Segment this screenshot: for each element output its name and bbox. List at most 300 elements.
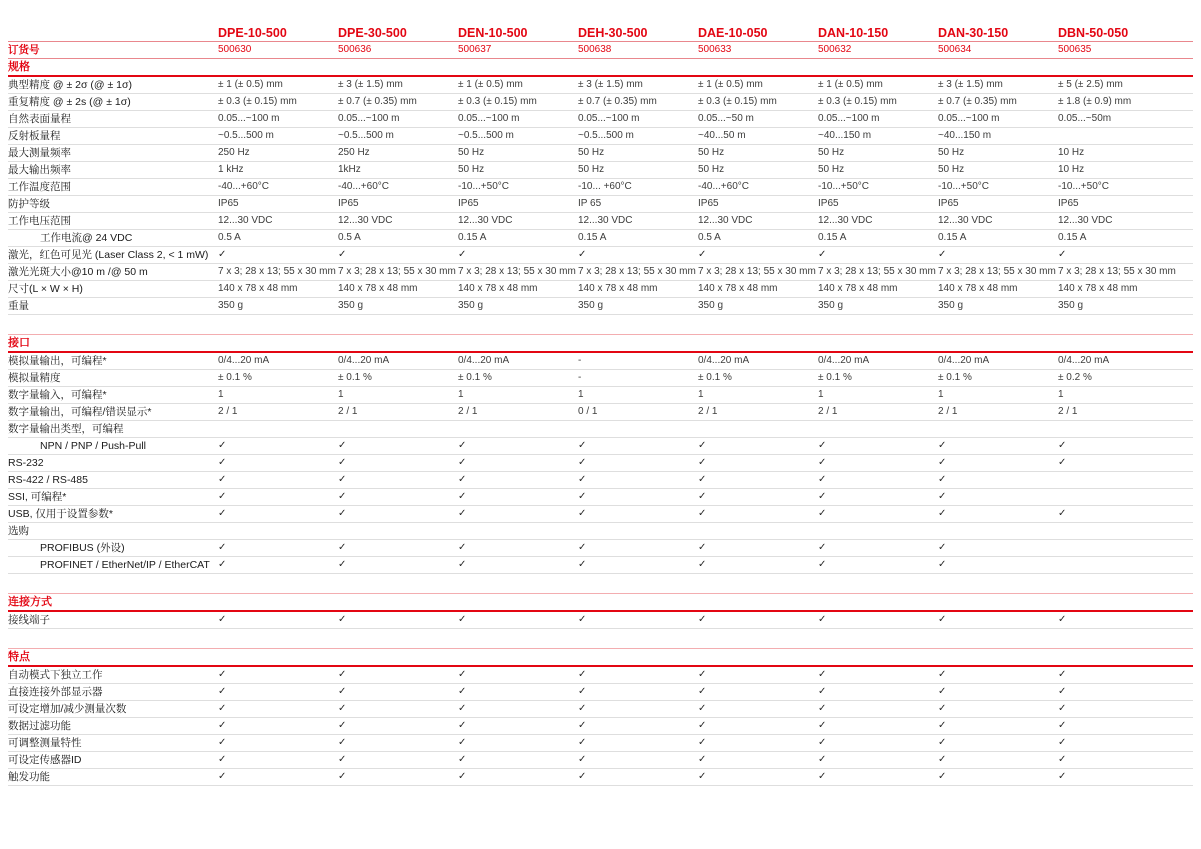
- spec-value: IP65: [218, 198, 239, 209]
- checkmark-icon: ✓: [698, 737, 707, 748]
- row-label: RS-422 / RS-485: [8, 474, 88, 486]
- checkmark-icon: ✓: [818, 720, 827, 731]
- spec-value: 350 g: [818, 300, 844, 311]
- checkmark-icon: ✓: [818, 474, 827, 485]
- spec-row: [8, 264, 1193, 281]
- spec-value: 50 Hz: [458, 147, 485, 158]
- checkmark-icon: ✓: [938, 703, 947, 714]
- check-cell: [698, 540, 818, 556]
- spec-value: ± 0.7 (± 0.35) mm: [938, 96, 1017, 107]
- checkmark-icon: ✓: [698, 614, 707, 625]
- spec-value: 10 Hz: [1058, 164, 1085, 175]
- spec-value: 350 g: [1058, 300, 1084, 311]
- row-label: 防护等级: [8, 198, 50, 210]
- spec-value: 140 x 78 x 48 mm: [458, 283, 538, 294]
- check-cell: [818, 557, 938, 573]
- check-cell: [338, 557, 458, 573]
- spec-value: 0.05...~100 m: [938, 113, 1000, 124]
- check-cell: [458, 701, 578, 717]
- spec-value: 7 x 3; 28 x 13; 55 x 30 mm: [698, 266, 816, 277]
- row-label: 直接连接外部显示器: [8, 686, 103, 698]
- spec-value: 0.05...~100 m: [578, 113, 640, 124]
- check-cell: [218, 667, 338, 683]
- check-cell: [458, 667, 578, 683]
- spec-value: ± 1 (± 0.5) mm: [218, 79, 283, 90]
- check-cell: [458, 506, 578, 522]
- spec-value: 7 x 3; 28 x 13; 55 x 30 mm: [938, 266, 1056, 277]
- spec-value: 140 x 78 x 48 mm: [818, 283, 898, 294]
- spec-value: ± 1 (± 0.5) mm: [698, 79, 763, 90]
- product-column-header: DEH-30-500: [578, 26, 648, 40]
- product-column-header: DAN-30-150: [938, 26, 1009, 40]
- checkmark-icon: ✓: [338, 249, 347, 260]
- spec-value: 1: [338, 389, 344, 400]
- spec-row: [8, 128, 1193, 145]
- checkmark-icon: ✓: [218, 440, 227, 451]
- checkmark-icon: ✓: [218, 542, 227, 553]
- checkmark-icon: ✓: [578, 508, 587, 519]
- checkmark-icon: ✓: [218, 559, 227, 570]
- check-cell: [218, 506, 338, 522]
- spec-value: 350 g: [578, 300, 604, 311]
- spec-value: 50 Hz: [938, 164, 965, 175]
- spec-value: 350 g: [938, 300, 964, 311]
- spec-value: ± 0.1 %: [338, 372, 372, 383]
- product-column-header: DAN-10-150: [818, 26, 889, 40]
- spec-value: IP65: [938, 198, 959, 209]
- check-cell: [218, 735, 338, 751]
- spec-value: 50 Hz: [818, 164, 845, 175]
- row-label: 重量: [8, 300, 29, 312]
- checkmark-icon: ✓: [698, 508, 707, 519]
- check-cell: [578, 735, 698, 751]
- checkmark-icon: ✓: [458, 703, 467, 714]
- spec-value: 0/4...20 mA: [818, 355, 870, 366]
- spec-row: [8, 506, 1193, 523]
- checkmark-icon: ✓: [818, 771, 827, 782]
- checkmark-icon: ✓: [1058, 771, 1067, 782]
- checkmark-icon: ✓: [338, 754, 347, 765]
- spec-value: 0.05...~50m: [1058, 113, 1112, 124]
- product-column-header: DAE-10-050: [698, 26, 768, 40]
- checkmark-icon: ✓: [338, 720, 347, 731]
- spec-value: IP65: [458, 198, 479, 209]
- order-number: 500632: [818, 44, 852, 55]
- spec-row: [8, 353, 1193, 370]
- checkmark-icon: ✓: [698, 457, 707, 468]
- spec-value: 140 x 78 x 48 mm: [218, 283, 298, 294]
- check-cell: [698, 557, 818, 573]
- checkmark-icon: ✓: [338, 474, 347, 485]
- checkmark-icon: ✓: [698, 686, 707, 697]
- check-cell: [818, 667, 938, 683]
- spec-value: ~0.5...500 m: [578, 130, 634, 141]
- check-cell: [818, 247, 938, 263]
- check-cell: [1058, 701, 1193, 717]
- check-cell: [938, 718, 1058, 734]
- product-column-header: DPE-30-500: [338, 26, 407, 40]
- order-number: 500634: [938, 44, 972, 55]
- checkmark-icon: ✓: [1058, 457, 1067, 468]
- checkmark-icon: ✓: [698, 249, 707, 260]
- spec-value: ± 0.3 (± 0.15) mm: [818, 96, 897, 107]
- row-label: 激光光斑大小@10 m /@ 50 m: [8, 266, 148, 278]
- checkmark-icon: ✓: [218, 249, 227, 260]
- spec-value: 1: [938, 389, 944, 400]
- spec-value: 140 x 78 x 48 mm: [698, 283, 778, 294]
- check-cell: [218, 472, 338, 488]
- spec-value: -40...+60°C: [338, 181, 389, 192]
- checkmark-icon: ✓: [938, 542, 947, 553]
- spec-row: [8, 281, 1193, 298]
- check-cell: [938, 247, 1058, 263]
- spec-value: 250 Hz: [218, 147, 250, 158]
- spec-value: 140 x 78 x 48 mm: [578, 283, 658, 294]
- spec-value: 0.15 A: [578, 232, 607, 243]
- spec-row: [8, 94, 1193, 111]
- spec-value: 12...30 VDC: [698, 215, 753, 226]
- check-cell: [698, 612, 818, 628]
- checkmark-icon: ✓: [338, 614, 347, 625]
- spec-value: IP65: [1058, 198, 1079, 209]
- spec-value: ± 0.7 (± 0.35) mm: [338, 96, 417, 107]
- spec-value: 0/4...20 mA: [698, 355, 750, 366]
- checkmark-icon: ✓: [218, 491, 227, 502]
- row-label: 可设定增加/减少测量次数: [8, 703, 127, 715]
- check-cell: [1058, 667, 1193, 683]
- spec-value: 1: [458, 389, 464, 400]
- check-cell: [458, 489, 578, 505]
- order-number: 500633: [698, 44, 732, 55]
- spec-row: [8, 404, 1193, 421]
- spec-row: [8, 684, 1193, 701]
- checkmark-icon: ✓: [938, 669, 947, 680]
- checkmark-icon: ✓: [338, 771, 347, 782]
- checkmark-icon: ✓: [938, 754, 947, 765]
- row-label: 反射板量程: [8, 130, 61, 142]
- spec-value: 0.15 A: [938, 232, 967, 243]
- check-cell: [218, 540, 338, 556]
- check-cell: [938, 540, 1058, 556]
- spec-value: ± 3 (± 1.5) mm: [938, 79, 1003, 90]
- spec-value: 0.5 A: [218, 232, 241, 243]
- spec-value: ± 1 (± 0.5) mm: [458, 79, 523, 90]
- spec-value: -: [578, 355, 582, 366]
- spec-value: 12...30 VDC: [218, 215, 273, 226]
- check-cell: [698, 735, 818, 751]
- check-cell: [698, 455, 818, 471]
- spec-row: [8, 162, 1193, 179]
- spec-value: 12...30 VDC: [338, 215, 393, 226]
- section-title: 规格: [8, 59, 1193, 77]
- spec-row: [8, 557, 1193, 574]
- row-label: PROFIBUS (外设): [40, 542, 125, 554]
- spec-value: 0.05...~100 m: [338, 113, 400, 124]
- check-cell: [218, 557, 338, 573]
- checkmark-icon: ✓: [218, 457, 227, 468]
- check-cell: [1058, 735, 1193, 751]
- check-cell: [578, 540, 698, 556]
- spec-value: 350 g: [218, 300, 244, 311]
- row-label: 可设定传感器ID: [8, 754, 82, 766]
- row-label: 数字量输出类型，可编程: [8, 423, 124, 435]
- check-cell: [818, 735, 938, 751]
- check-cell: [578, 718, 698, 734]
- check-cell: [338, 612, 458, 628]
- spec-row: [8, 111, 1193, 128]
- checkmark-icon: ✓: [218, 720, 227, 731]
- spec-value: ~40...150 m: [938, 130, 992, 141]
- spec-row: [8, 438, 1193, 455]
- checkmark-icon: ✓: [338, 686, 347, 697]
- checkmark-icon: ✓: [578, 474, 587, 485]
- spec-value: 0/4...20 mA: [1058, 355, 1110, 366]
- section-title: 特点: [8, 648, 1193, 667]
- row-label: 数据过滤功能: [8, 720, 71, 732]
- checkmark-icon: ✓: [578, 559, 587, 570]
- spec-value: ± 0.1 %: [698, 372, 732, 383]
- checkmark-icon: ✓: [458, 737, 467, 748]
- row-label: 最大输出频率: [8, 164, 71, 176]
- spec-value: 50 Hz: [578, 164, 605, 175]
- row-label: NPN / PNP / Push-Pull: [40, 440, 147, 452]
- check-cell: [578, 455, 698, 471]
- spec-value: ± 0.3 (± 0.15) mm: [698, 96, 777, 107]
- row-label: 选购: [8, 525, 29, 537]
- spec-value: ± 0.1 %: [458, 372, 492, 383]
- spec-row: [8, 718, 1193, 735]
- spec-value: 12...30 VDC: [818, 215, 873, 226]
- check-cell: [458, 247, 578, 263]
- row-label: 重复精度 @ ± 2s (@ ± 1σ): [8, 96, 131, 108]
- checkmark-icon: ✓: [938, 686, 947, 697]
- spec-value: 50 Hz: [698, 147, 725, 158]
- row-label: 自然表面量程: [8, 113, 71, 125]
- spec-row: [8, 523, 1193, 540]
- spec-value: 1kHz: [338, 164, 361, 175]
- spec-value: -: [578, 372, 582, 383]
- checkmark-icon: ✓: [938, 440, 947, 451]
- checkmark-icon: ✓: [818, 508, 827, 519]
- spec-value: 2 / 1: [818, 406, 838, 417]
- spec-value: ~40...150 m: [818, 130, 872, 141]
- check-cell: [218, 701, 338, 717]
- spec-value: 0.5 A: [338, 232, 361, 243]
- check-cell: [578, 752, 698, 768]
- checkmark-icon: ✓: [458, 754, 467, 765]
- check-cell: [1058, 612, 1193, 628]
- check-cell: [818, 506, 938, 522]
- check-cell: [938, 489, 1058, 505]
- check-cell: [938, 455, 1058, 471]
- checkmark-icon: ✓: [1058, 249, 1067, 260]
- spec-value: 350 g: [698, 300, 724, 311]
- checkmark-icon: ✓: [698, 703, 707, 714]
- row-label: 工作电压范围: [8, 215, 71, 227]
- order-number-row: [8, 42, 1193, 59]
- spec-value: 250 Hz: [338, 147, 370, 158]
- spec-value: ± 0.3 (± 0.15) mm: [218, 96, 297, 107]
- checkmark-icon: ✓: [218, 703, 227, 714]
- checkmark-icon: ✓: [818, 542, 827, 553]
- checkmark-icon: ✓: [458, 771, 467, 782]
- check-cell: [578, 701, 698, 717]
- checkmark-icon: ✓: [578, 686, 587, 697]
- check-cell: [818, 718, 938, 734]
- checkmark-icon: ✓: [938, 771, 947, 782]
- check-cell: [458, 735, 578, 751]
- check-cell: [1058, 438, 1193, 454]
- order-number: 500638: [578, 44, 612, 55]
- check-cell: [338, 455, 458, 471]
- check-cell: [818, 455, 938, 471]
- spec-value: -10...+50°C: [1058, 181, 1109, 192]
- spec-row: [8, 701, 1193, 718]
- checkmark-icon: ✓: [458, 542, 467, 553]
- checkmark-icon: ✓: [698, 669, 707, 680]
- order-number-label: 订货号: [8, 44, 40, 56]
- spec-value: 7 x 3; 28 x 13; 55 x 30 mm: [1058, 266, 1176, 277]
- spec-value: ~40...50 m: [698, 130, 746, 141]
- check-cell: [698, 684, 818, 700]
- check-cell: [938, 506, 1058, 522]
- checkmark-icon: ✓: [818, 457, 827, 468]
- checkmark-icon: ✓: [458, 249, 467, 260]
- spec-row: [8, 752, 1193, 769]
- check-cell: [458, 718, 578, 734]
- spec-value: 7 x 3; 28 x 13; 55 x 30 mm: [458, 266, 576, 277]
- spec-row: [8, 298, 1193, 315]
- check-cell: [578, 506, 698, 522]
- spec-value: ± 1 (± 0.5) mm: [818, 79, 883, 90]
- spec-value: 0/4...20 mA: [938, 355, 990, 366]
- check-cell: [1058, 769, 1193, 785]
- spec-row: [8, 421, 1193, 438]
- check-cell: [938, 667, 1058, 683]
- check-cell: [818, 612, 938, 628]
- checkmark-icon: ✓: [338, 559, 347, 570]
- spec-value: 50 Hz: [818, 147, 845, 158]
- check-cell: [218, 247, 338, 263]
- spec-value: 1: [578, 389, 584, 400]
- checkmark-icon: ✓: [938, 614, 947, 625]
- spec-row: [8, 540, 1193, 557]
- spec-value: 7 x 3; 28 x 13; 55 x 30 mm: [218, 266, 336, 277]
- spec-row: [8, 213, 1193, 230]
- check-cell: [938, 438, 1058, 454]
- spec-value: -10...+50°C: [938, 181, 989, 192]
- row-label: 数字量输入，可编程*: [8, 389, 107, 401]
- checkmark-icon: ✓: [578, 440, 587, 451]
- spec-value: 1: [698, 389, 704, 400]
- checkmark-icon: ✓: [218, 771, 227, 782]
- spec-value: 12...30 VDC: [578, 215, 633, 226]
- row-label: RS-232: [8, 457, 44, 469]
- check-cell: [698, 718, 818, 734]
- order-number: 500637: [458, 44, 492, 55]
- check-cell: [338, 752, 458, 768]
- check-cell: [938, 472, 1058, 488]
- spec-value: IP65: [338, 198, 359, 209]
- checkmark-icon: ✓: [938, 491, 947, 502]
- check-cell: [338, 438, 458, 454]
- checkmark-icon: ✓: [818, 669, 827, 680]
- check-cell: [218, 489, 338, 505]
- checkmark-icon: ✓: [578, 720, 587, 731]
- checkmark-icon: ✓: [458, 686, 467, 697]
- spec-row: [8, 612, 1193, 629]
- row-label: PROFINET / EtherNet/IP / EtherCAT: [40, 559, 210, 571]
- row-label: 尺寸(L × W × H): [8, 283, 83, 295]
- check-cell: [1058, 718, 1193, 734]
- spec-value: ± 0.1 %: [818, 372, 852, 383]
- checkmark-icon: ✓: [218, 508, 227, 519]
- spec-value: 140 x 78 x 48 mm: [1058, 283, 1138, 294]
- check-cell: [458, 752, 578, 768]
- section-title: 连接方式: [8, 593, 1193, 612]
- spec-row: [8, 735, 1193, 752]
- checkmark-icon: ✓: [218, 614, 227, 625]
- row-label: 激光，红色可见光 (Laser Class 2, < 1 mW): [8, 249, 209, 261]
- check-cell: [938, 752, 1058, 768]
- checkmark-icon: ✓: [218, 474, 227, 485]
- spec-value: 12...30 VDC: [458, 215, 513, 226]
- spec-value: ± 5 (± 2.5) mm: [1058, 79, 1123, 90]
- check-cell: [458, 472, 578, 488]
- checkmark-icon: ✓: [458, 440, 467, 451]
- check-cell: [218, 718, 338, 734]
- checkmark-icon: ✓: [698, 720, 707, 731]
- checkmark-icon: ✓: [338, 669, 347, 680]
- spec-value: 50 Hz: [698, 164, 725, 175]
- check-cell: [458, 684, 578, 700]
- row-label: 典型精度 @ ± 2σ (@ ± 1σ): [8, 79, 132, 91]
- spec-value: 1: [818, 389, 824, 400]
- check-cell: [1058, 752, 1193, 768]
- check-cell: [938, 701, 1058, 717]
- row-label: 工作温度范围: [8, 181, 71, 193]
- checkmark-icon: ✓: [1058, 440, 1067, 451]
- check-cell: [338, 247, 458, 263]
- checkmark-icon: ✓: [218, 669, 227, 680]
- row-label: SSI, 可编程*: [8, 491, 67, 503]
- check-cell: [458, 769, 578, 785]
- checkmark-icon: ✓: [578, 457, 587, 468]
- spec-value: 2 / 1: [458, 406, 478, 417]
- check-cell: [578, 247, 698, 263]
- spec-value: ± 3 (± 1.5) mm: [338, 79, 403, 90]
- order-number: 500635: [1058, 44, 1092, 55]
- checkmark-icon: ✓: [698, 771, 707, 782]
- checkmark-icon: ✓: [578, 614, 587, 625]
- spec-row: [8, 667, 1193, 684]
- spec-value: -40...+60°C: [698, 181, 749, 192]
- spec-row: [8, 472, 1193, 489]
- spec-value: 2 / 1: [218, 406, 238, 417]
- checkmark-icon: ✓: [1058, 754, 1067, 765]
- check-cell: [578, 438, 698, 454]
- section-title: 接口: [8, 334, 1193, 353]
- spec-value: 0.05...~50 m: [698, 113, 754, 124]
- checkmark-icon: ✓: [1058, 508, 1067, 519]
- check-cell: [938, 769, 1058, 785]
- spec-value: 0 / 1: [578, 406, 598, 417]
- check-cell: [458, 612, 578, 628]
- spec-value: -10... +60°C: [578, 181, 632, 192]
- check-cell: [938, 684, 1058, 700]
- checkmark-icon: ✓: [1058, 614, 1067, 625]
- spec-value: ± 0.2 %: [1058, 372, 1092, 383]
